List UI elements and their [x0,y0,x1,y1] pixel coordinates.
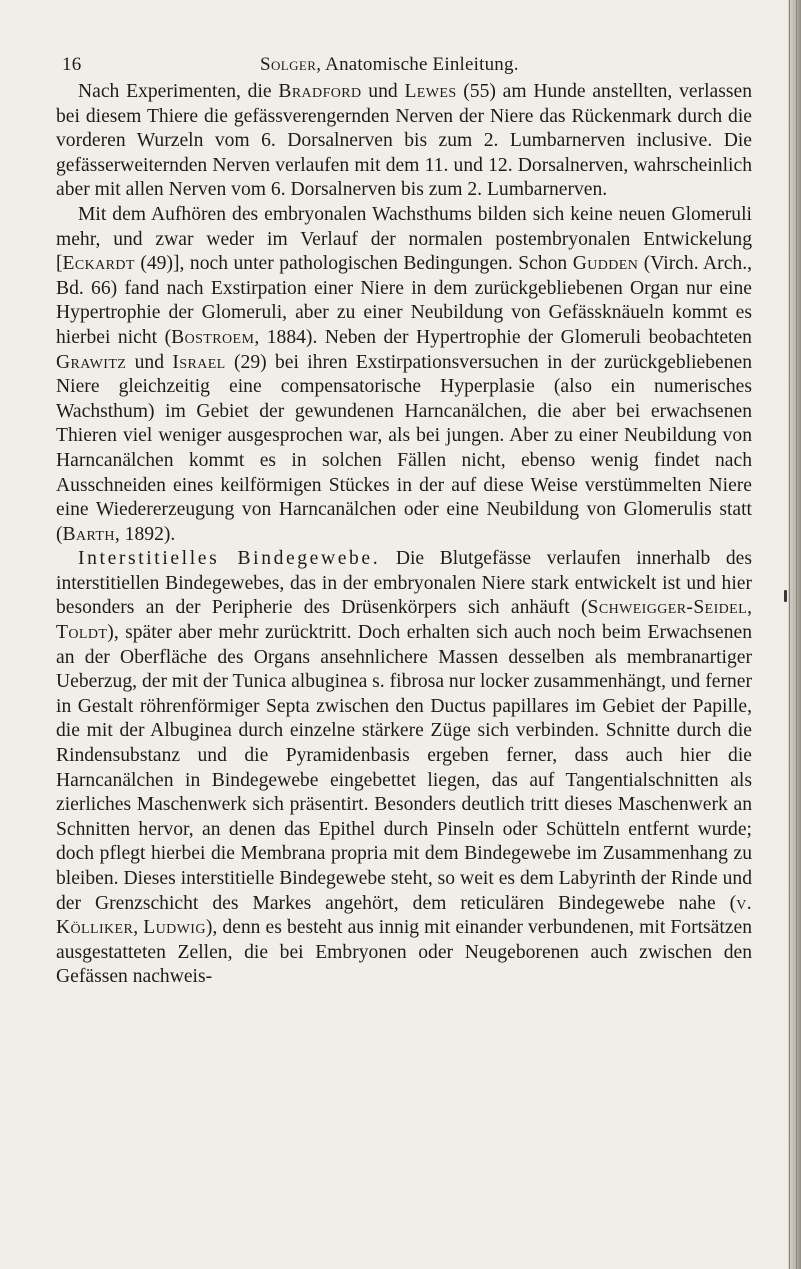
running-title: , Anatomische Einleitung. [316,54,519,75]
author-name: Barth [62,523,115,545]
page-edge-line [796,0,797,1269]
author-name: Eckardt [62,253,135,275]
text-run: , [133,917,144,939]
author-name: Bostroem [171,326,255,348]
author-name: Israel [172,351,226,373]
text-run: ), denn es besteht aus innig mit einander verbundenen, mit Fortsätzen ausgestatteten Zellen, die bei Embryonen oder Neugeborenen auch zwischen den Gefässen nachweis- [56,917,753,988]
text-run: und [126,351,173,373]
author-name: Toldt [56,622,108,644]
page-header [62,54,752,82]
text-run: , 1892). [114,523,176,545]
text-run: , 1884). Neben der Hypertrophie der Glomeruli beobachteten [254,326,752,348]
text-run: (29) bei ihren Exstirpationsversuchen in der zurückgebliebenen Niere gleichzeitig eine compensatorische Hyperplasie (also ein numerisches Wachsthum) im Gebiet der gewundenen Harncanälchen, die aber bei erwachsenen Thieren viel weniger ausgesprochen war, als bei jungen. Aber zu einer Neubildung von Harncanälchen kommt es in solchen Fällen nicht, ebenso wenig findet nach Ausschneiden eines keilförmigen Stückes in der auf diese Weise verstümmelten Niere eine Wiedererzeugung von Harncanälchen oder eine Neubildung von Glomerulis statt ( [56,351,753,545]
page-edge-line [789,0,790,1269]
author-name: Gudden [572,253,639,275]
text-run: und [361,81,405,102]
author-name: Ludwig [143,917,206,939]
text-run: ), später aber mehr zurücktritt. Doch erhalten sich auch noch beim Erwachsenen an der Oberfläche des Organs ansehnlichere Massen desselben als membranartiger Ueberzug, der mit der Tunica albuginea s. fibrosa nur locker zusammenhängt, und ferner in Gestalt röhrenförmiger Septa zwischen den Ductus papillares im Gebiet der Papille, die mit der Albuginea durch einzelne stärkere Züge sich verbinden. Schnitte durch die Rindensubstanz und die Pyramidenbasis ergeben ferner, dass auch hier die Harncanälchen in Bindegewebe eingebettet liegen, das auf Tangentialschnitten als zierliches Maschenwerk sich präsentirt. Besonders deutlich tritt dieses Maschenwerk an Schnitten hervor, an denen das Epithel durch Pinseln oder Schütteln entfernt wurde; doch pflegt hierbei die Membrana propria mit dem Bindegewebe im Zusammenhang zu bleiben. Dieses interstitielle Bindegewebe steht, so weit es dem Labyrinth der Rinde und der Grenzschicht des Markes angehört, dem reticulären Bindegewebe nahe ( [56,622,752,914]
margin-mark [784,590,787,602]
page-number: 16 [62,54,82,75]
author-name: Solger [260,54,317,75]
paragraph-3 [56,547,752,990]
section-heading: Interstitielles Bindegewebe. [78,548,381,570]
author-name: Lewes [404,81,457,102]
paragraph-2 [56,203,752,547]
author-name: Bradford [278,81,362,102]
paragraph-1 [56,80,752,203]
running-head [260,54,519,76]
text-run: (Virch. Arch., Bd. 66) fand nach Exstirpation einer Niere in dem zurückgebliebenen Organ nur eine Hypertrophie der Glomeruli, aber zu einer Neubildung von Gefässknäueln kommt es hierbei nicht ( [56,253,752,348]
text-run: (49)], noch unter pathologischen Bedingungen. Schon [134,253,573,275]
author-name: Schweigger-Seidel [587,597,748,619]
text-run: , [747,597,752,619]
author-name: Grawitz [56,351,127,373]
text-run: Nach Experimenten, die [78,81,279,102]
text-run: Mit dem Aufhören des embryonalen Wachsthums bilden sich keine neuen Glomeruli mehr, und zwar weder im Verlauf der normalen postembryonalen Entwickelung [ [56,203,752,275]
text-run: (55) am Hunde anstellten, verlassen bei diesem Thiere die gefässverengernden Nerven der Niere das Rückenmark durch die vorderen Wurzeln vom 6. Dorsalnerven bis zum 2. Lumbarnerven inclusive. Die gefässerweiternden Nerven verlaufen mit dem 11. und 12. Dorsalnerven, wahrscheinlich aber mit allen Nerven vom 6. Dorsalnerven bis zum 2. Lumbarnerven. [56,81,752,201]
author-name: v. Kölliker [56,892,752,939]
text-run: Die Blutgefässe verlaufen innerhalb des interstitiellen Bindegewebes, das in der embryonalen Niere stark entwickelt ist und hier besonders an der Peripherie des Drüsenkörpers sich anhäuft ( [56,548,752,619]
body-text [56,80,752,990]
